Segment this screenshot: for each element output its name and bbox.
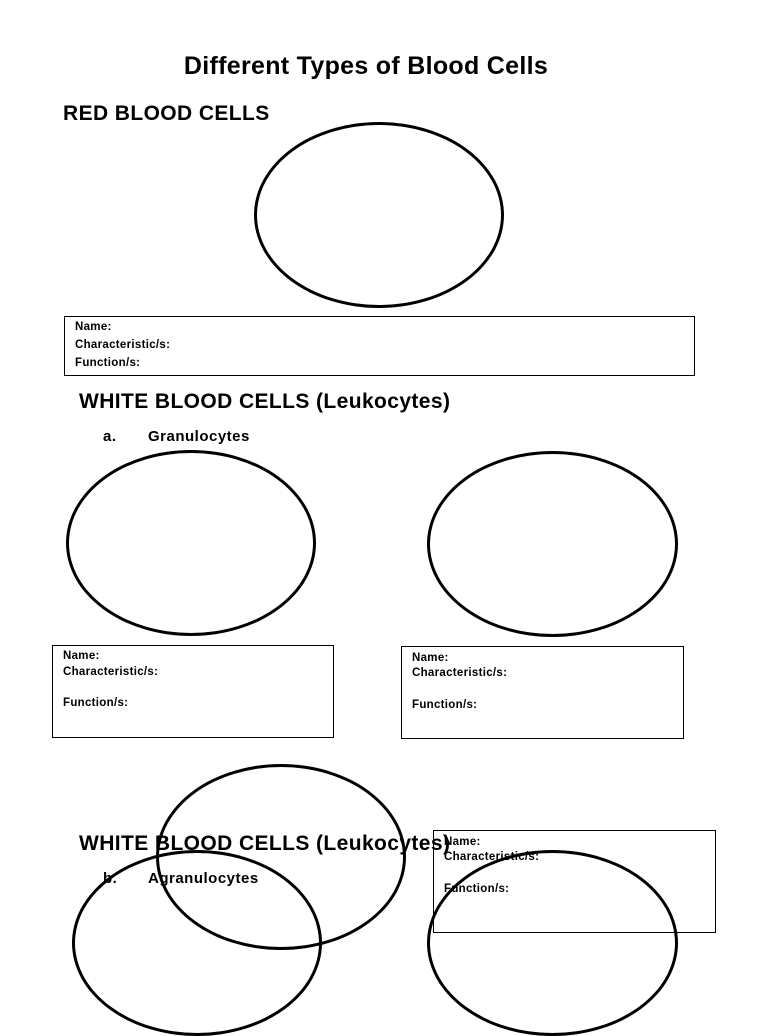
granulocytes-label: Granulocytes <box>148 428 250 445</box>
function-label: Function/s: <box>444 883 510 895</box>
red-cell-info-box <box>64 316 695 376</box>
agranulocyte-drawing-oval-1 <box>72 850 322 1036</box>
characteristic-label: Characteristic/s: <box>444 851 540 863</box>
agranulocytes-label: Agranulocytes <box>148 870 259 887</box>
function-label: Function/s: <box>412 699 478 711</box>
granulocyte-info-box-1 <box>52 645 334 738</box>
agranulocyte-drawing-oval-2 <box>427 850 678 1036</box>
name-label: Name: <box>444 836 481 848</box>
function-label: Function/s: <box>63 697 129 709</box>
name-label: Name: <box>412 652 449 664</box>
white-blood-cells-heading-b: WHITE BLOOD CELLS (Leukocytes) <box>79 832 451 855</box>
granulocyte-drawing-oval-2 <box>427 451 678 637</box>
characteristic-label: Characteristic/s: <box>63 666 159 678</box>
characteristic-label: Characteristic/s: <box>412 667 508 679</box>
white-blood-cells-heading-a: WHITE BLOOD CELLS (Leukocytes) <box>79 390 451 413</box>
name-label: Name: <box>75 321 112 333</box>
granulocyte-info-box-2 <box>401 646 684 739</box>
page-title: Different Types of Blood Cells <box>183 52 549 80</box>
red-cell-drawing-oval <box>254 122 504 308</box>
name-label: Name: <box>63 650 100 662</box>
sub-marker-a: a. <box>103 428 117 445</box>
red-blood-cells-heading: RED BLOOD CELLS <box>63 102 270 125</box>
granulocyte-drawing-oval-1 <box>66 450 316 636</box>
function-label: Function/s: <box>75 357 141 369</box>
sub-marker-b: b. <box>103 870 118 887</box>
granulocytes-subheading <box>103 428 250 445</box>
characteristic-label: Characteristic/s: <box>75 339 171 351</box>
